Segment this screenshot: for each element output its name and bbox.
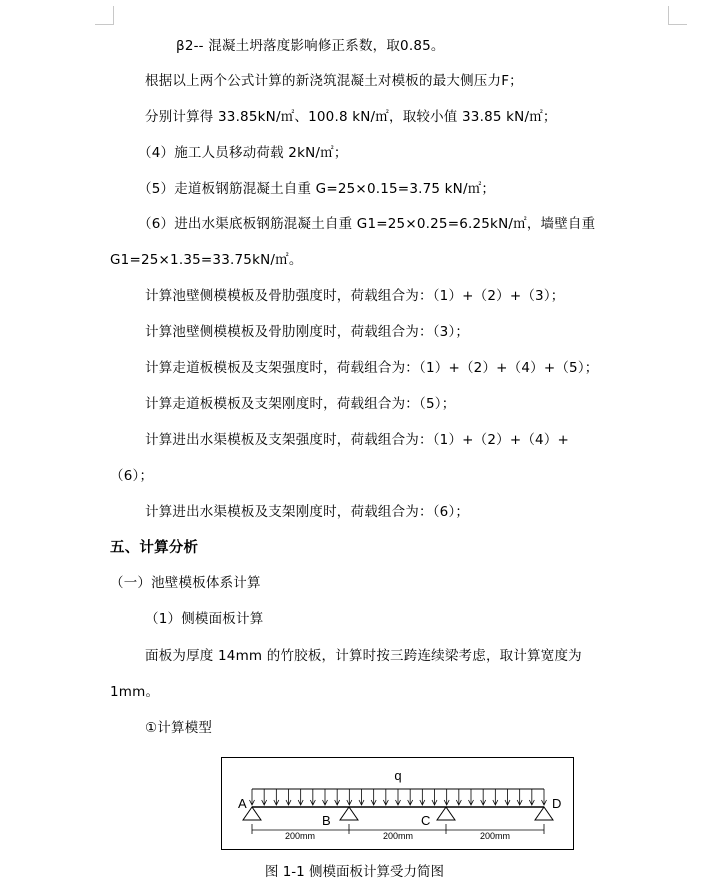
text-line-12: 计算进出水渠模板及支架强度时，荷载组合为：（1）+（2）+（4）+	[145, 432, 570, 448]
text-line-13: （6）；	[110, 468, 154, 484]
item-heading: （1）侧模面板计算	[145, 611, 264, 627]
support-triangle	[535, 807, 553, 820]
text-line-4: （4）施工人员移动荷载 2kN/㎡；	[138, 145, 348, 161]
text-line-18: 面板为厚度 14mm 的竹胶板，计算时按三跨连续梁考虑，取计算宽度为	[145, 648, 582, 664]
support-label-a: A	[238, 796, 247, 811]
text-line-10: 计算走道板模板及支架强度时，荷载组合为：（1）+（2）+（4）+（5）；	[145, 360, 599, 376]
text-line-14: 计算进出水渠模板及支架刚度时，荷载组合为：（6）；	[145, 504, 470, 520]
page-corner-mark-top-right	[668, 6, 687, 25]
text-line-5: （5）走道板钢筋混凝土自重 G=25×0.15=3.75 kN/㎡；	[138, 181, 496, 197]
text-line-2: 根据以上两个公式计算的新浇筑混凝土对模板的最大侧压力F；	[145, 73, 523, 89]
load-label: q	[394, 768, 402, 783]
beam-load-diagram	[221, 757, 574, 850]
support-label-b: B	[322, 813, 331, 828]
text-line-8: 计算池壁侧模模板及骨肋强度时，荷载组合为：（1）+（2）+（3）；	[145, 288, 565, 304]
span-label-1: 200mm	[284, 831, 316, 841]
load-arrows	[250, 789, 547, 805]
text-line-7: G1=25×1.35=33.75kN/㎡。	[110, 252, 303, 268]
support-triangle	[437, 807, 455, 820]
text-line-1: β2-- 混凝土坍落度影响修正系数，取0.85。	[176, 38, 445, 54]
support-label-d: D	[552, 796, 562, 811]
beam-diagram-svg	[222, 758, 573, 849]
figure-caption: 图 1-1 侧模面板计算受力简图	[264, 864, 445, 880]
span-label-2: 200mm	[382, 831, 414, 841]
text-line-11: 计算走道板模板及支架刚度时，荷载组合为：（5）；	[145, 396, 456, 412]
section-heading: 五、计算分析	[110, 540, 199, 556]
support-label-c: C	[421, 813, 431, 828]
text-line-19: 1mm。	[110, 684, 160, 700]
span-label-3: 200mm	[479, 831, 511, 841]
subsection-heading: （一）池壁模板体系计算	[110, 575, 261, 591]
text-line-6: （6）进出水渠底板钢筋混凝土自重 G1=25×0.25=6.25kN/㎡，墙壁自重	[138, 216, 596, 232]
support-triangle	[340, 807, 358, 820]
text-line-9: 计算池壁侧模模板及骨肋刚度时，荷载组合为：（3）；	[145, 324, 470, 340]
supports	[243, 807, 553, 820]
page-corner-mark-top-left	[95, 6, 114, 25]
text-line-20: ①计算模型	[145, 720, 213, 736]
text-line-3: 分别计算得 33.85kN/㎡、100.8 kN/㎡，取较小值 33.85 kN/㎡；	[145, 109, 557, 125]
